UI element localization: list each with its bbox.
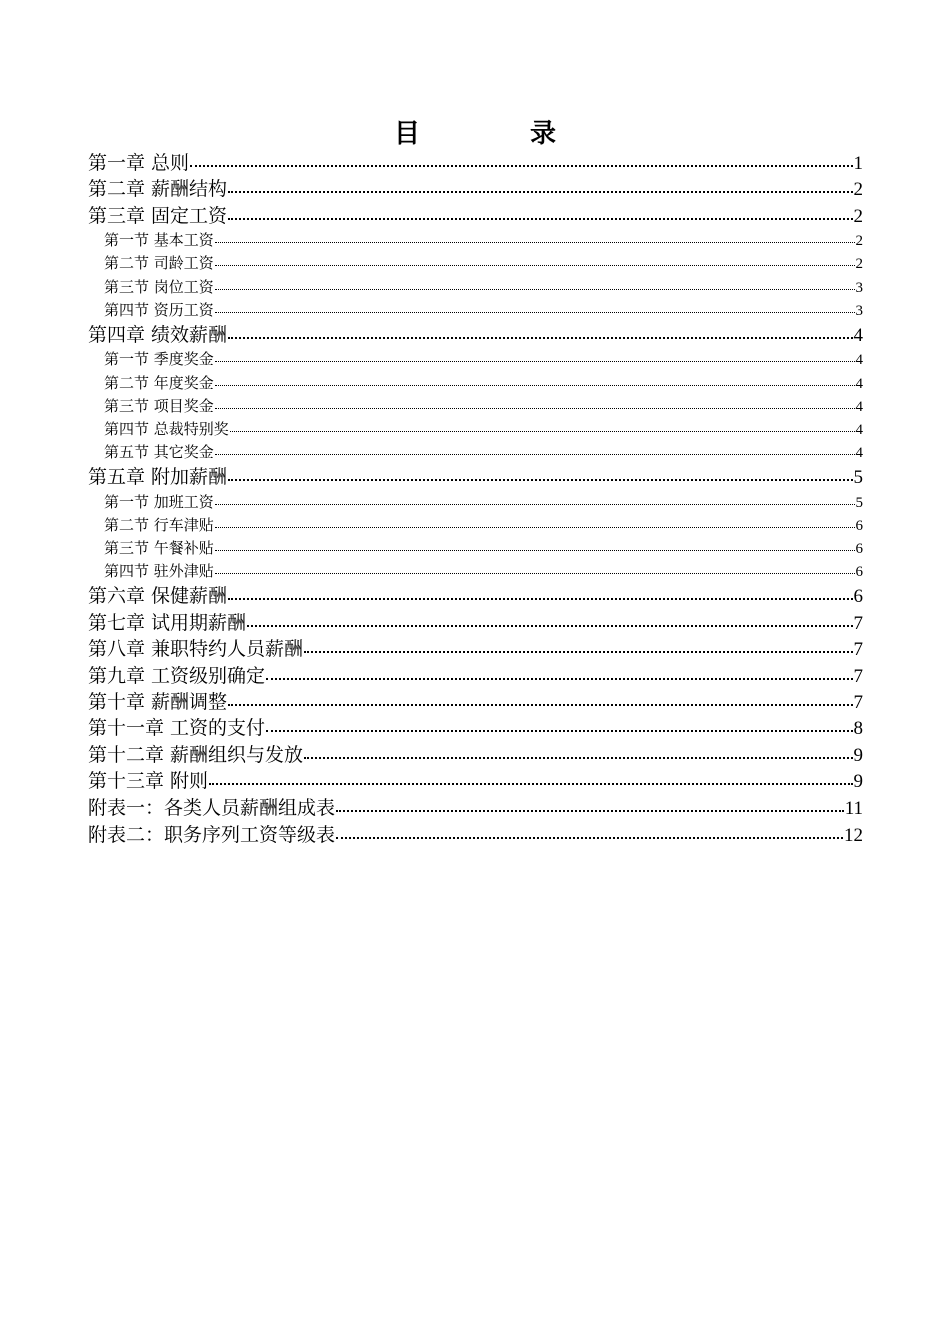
toc-entry-text: 第十二章 薪酬组织与发放 bbox=[88, 743, 304, 766]
toc-dot-leader bbox=[215, 561, 855, 576]
toc-entry-text: 第二节 年度奖金 bbox=[104, 373, 214, 392]
toc-entry-text: 第三节 午餐补贴 bbox=[104, 539, 214, 558]
toc-entry-chapter[interactable] bbox=[88, 583, 863, 609]
toc-entry-chapter[interactable] bbox=[88, 715, 863, 741]
toc-entry-text: 附表一：各类人员薪酬组成表 bbox=[88, 796, 336, 819]
toc-dot-leader bbox=[228, 322, 852, 341]
toc-dot-leader bbox=[215, 277, 855, 292]
toc-page-number: 3 bbox=[855, 279, 863, 296]
toc-dot-leader bbox=[215, 492, 855, 507]
toc-page-number: 6 bbox=[855, 517, 863, 534]
toc-page-number: 4 bbox=[855, 375, 863, 392]
toc-entry-chapter[interactable] bbox=[88, 150, 863, 176]
toc-dot-leader bbox=[230, 419, 855, 434]
toc-entry-text: 第三章 固定工资 bbox=[88, 204, 228, 227]
toc-entry-chapter[interactable] bbox=[88, 768, 863, 794]
toc-title: 目录 bbox=[393, 119, 666, 149]
toc-page-number: 2 bbox=[853, 179, 863, 201]
toc-dot-leader bbox=[304, 636, 852, 655]
toc-entry-text: 第一节 加班工资 bbox=[104, 492, 214, 511]
toc-entry-section[interactable] bbox=[88, 514, 863, 537]
toc-page-number: 7 bbox=[853, 691, 863, 713]
toc-entry-text: 第二章 薪酬结构 bbox=[88, 178, 228, 201]
toc-page-number: 2 bbox=[855, 233, 863, 250]
toc-dot-leader bbox=[215, 538, 855, 553]
toc-entry-chapter[interactable] bbox=[88, 742, 863, 768]
toc-dot-leader bbox=[228, 689, 852, 708]
toc-page-number: 9 bbox=[853, 744, 863, 766]
toc-entry-chapter[interactable] bbox=[88, 636, 863, 662]
toc-entry-section[interactable] bbox=[88, 441, 863, 464]
toc-dot-leader bbox=[266, 715, 852, 734]
toc-entry-chapter[interactable] bbox=[88, 203, 863, 229]
toc-entry-text: 第七章 试用期薪酬 bbox=[88, 611, 247, 634]
toc-entry-text: 第一节 基本工资 bbox=[104, 231, 214, 250]
toc-entry-text: 第四节 驻外津贴 bbox=[104, 562, 214, 581]
toc-entry-text: 第九章 工资级别确定 bbox=[88, 664, 266, 687]
toc-dot-leader bbox=[215, 515, 855, 530]
toc-dot-leader bbox=[266, 663, 852, 682]
toc-page-number: 4 bbox=[855, 421, 863, 438]
toc-dot-leader bbox=[215, 442, 855, 457]
toc-entry-text: 第十一章 工资的支付 bbox=[88, 717, 266, 740]
toc-page-number: 4 bbox=[855, 398, 863, 415]
toc-entry-text: 第一章 总则 bbox=[88, 152, 190, 174]
toc-entry-section[interactable] bbox=[88, 395, 863, 418]
toc-dot-leader bbox=[215, 300, 855, 315]
toc-entry-section[interactable] bbox=[88, 418, 863, 441]
toc-entry-text: 第三节 项目奖金 bbox=[104, 396, 214, 415]
toc-dot-leader bbox=[215, 349, 855, 364]
toc-dot-leader bbox=[209, 768, 852, 787]
toc-page-number: 1 bbox=[853, 153, 863, 174]
toc-entry-text: 第五节 其它奖金 bbox=[104, 443, 214, 462]
toc-page-number: 4 bbox=[853, 324, 863, 346]
toc-entry-text: 第四章 绩效薪酬 bbox=[88, 323, 228, 346]
toc-entry-section[interactable] bbox=[88, 491, 863, 514]
toc-entry-chapter[interactable] bbox=[88, 689, 863, 715]
toc-page-number: 6 bbox=[853, 586, 863, 608]
toc-entry-section[interactable] bbox=[88, 252, 863, 275]
toc-dot-leader bbox=[336, 822, 843, 841]
toc-page-number: 12 bbox=[844, 824, 863, 846]
toc-entry-section[interactable] bbox=[88, 348, 863, 371]
toc-dot-leader bbox=[190, 150, 852, 169]
toc-page-number: 7 bbox=[853, 665, 863, 687]
toc-page-number: 8 bbox=[853, 718, 863, 740]
toc-entry-section[interactable] bbox=[88, 560, 863, 583]
toc-entry-text: 第四节 总裁特别奖 bbox=[104, 419, 229, 438]
toc-entry-text: 第一节 季度奖金 bbox=[104, 350, 214, 369]
toc-entry-text: 第十三章 附则 bbox=[88, 770, 209, 793]
toc-dot-leader bbox=[228, 203, 852, 222]
toc-page-number: 11 bbox=[844, 797, 863, 819]
toc-dot-leader bbox=[228, 583, 852, 602]
toc-entry-text: 第三节 岗位工资 bbox=[104, 277, 214, 296]
toc-page-number: 3 bbox=[855, 302, 863, 319]
toc-page-number: 6 bbox=[855, 564, 863, 581]
toc-dot-leader bbox=[228, 464, 852, 483]
toc-dot-leader bbox=[336, 795, 844, 814]
toc-entry-text: 第六章 保健薪酬 bbox=[88, 585, 228, 608]
toc-dot-leader bbox=[247, 610, 852, 629]
toc-dot-leader bbox=[215, 253, 855, 268]
toc-entry-section[interactable] bbox=[88, 299, 863, 322]
toc-page-number: 7 bbox=[853, 612, 863, 634]
toc-entry-section[interactable] bbox=[88, 276, 863, 299]
toc-entry-text: 附表二：职务序列工资等级表 bbox=[88, 823, 336, 846]
toc-entry-text: 第十章 薪酬调整 bbox=[88, 690, 228, 713]
toc-dot-leader bbox=[304, 742, 852, 761]
toc-page-number: 2 bbox=[853, 205, 863, 227]
toc-entry-text: 第八章 兼职特约人员薪酬 bbox=[88, 638, 304, 661]
toc-entry-section[interactable] bbox=[88, 537, 863, 560]
toc-list bbox=[88, 150, 863, 849]
toc-entry-section[interactable] bbox=[88, 229, 863, 252]
toc-page-number: 7 bbox=[853, 639, 863, 661]
toc-entry-section[interactable] bbox=[88, 372, 863, 395]
toc-entry-chapter[interactable] bbox=[88, 610, 863, 636]
toc-entry-chapter[interactable] bbox=[88, 176, 863, 202]
toc-dot-leader bbox=[215, 230, 855, 245]
toc-entry-text: 第二节 司龄工资 bbox=[104, 254, 214, 273]
toc-page-number: 2 bbox=[855, 256, 863, 273]
toc-entry-text: 第二节 行车津贴 bbox=[104, 515, 214, 534]
toc-page-number: 6 bbox=[855, 541, 863, 558]
toc-entry-chapter[interactable] bbox=[88, 322, 863, 348]
toc-entry-text: 第五章 附加薪酬 bbox=[88, 466, 228, 489]
toc-entry-appendix[interactable] bbox=[88, 795, 863, 822]
toc-page-number: 9 bbox=[853, 771, 863, 793]
toc-entry-text: 第四节 资历工资 bbox=[104, 300, 214, 319]
toc-page-number: 4 bbox=[855, 445, 863, 462]
toc-entry-chapter[interactable] bbox=[88, 464, 863, 490]
toc-page-number: 4 bbox=[855, 352, 863, 369]
toc-dot-leader bbox=[215, 396, 855, 411]
toc-dot-leader bbox=[215, 373, 855, 388]
toc-entry-appendix[interactable] bbox=[88, 822, 863, 849]
toc-dot-leader bbox=[228, 176, 852, 195]
toc-page-number: 5 bbox=[855, 494, 863, 511]
toc-entry-chapter[interactable] bbox=[88, 663, 863, 689]
toc-page-number: 5 bbox=[853, 467, 863, 489]
